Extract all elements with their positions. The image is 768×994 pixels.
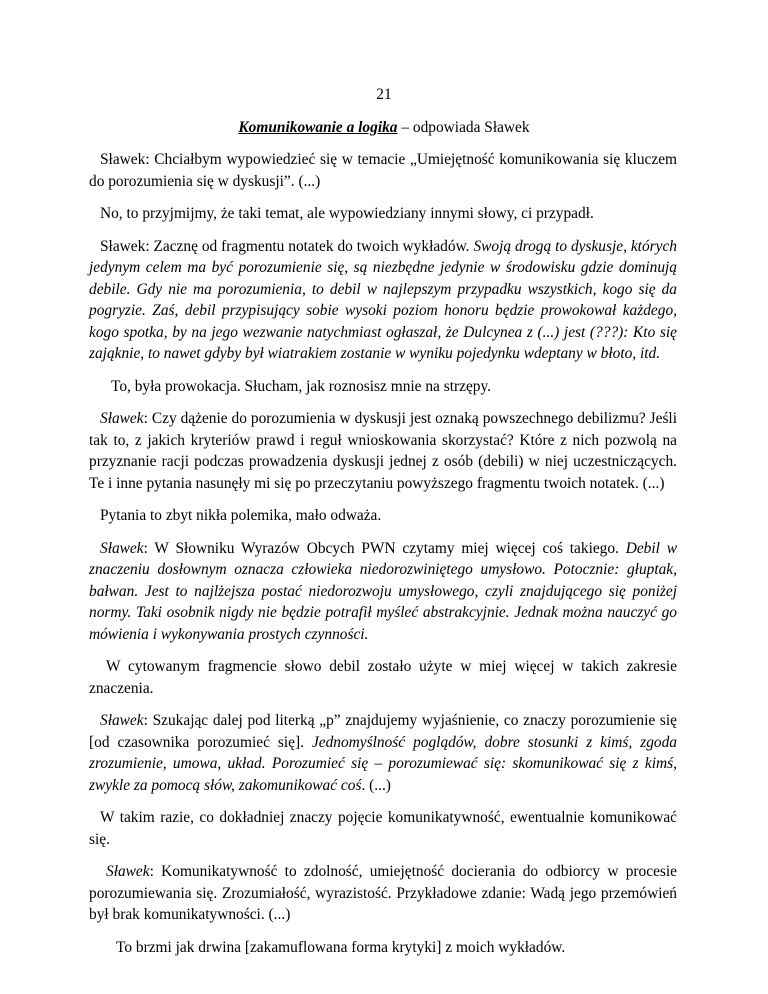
paragraph-text: : W Słowniku Wyrazów Obcych PWN czytamy miej więcej coś takiego. [143,539,626,557]
paragraph-tail: . (...) [361,776,391,794]
paragraph-text: : Szukając dalej pod literką „p” znajdujemy wyjaśnienie, co znaczy porozumienie się [od czasownika porozumieć się]. [89,712,677,751]
paragraph-4 [89,376,677,398]
paragraph-5 [89,408,677,494]
paragraph-text: : Komunikatywność to zdolność, umiejętność docierania do odbiorcy w procesie porozumiewania się. Zrozumiałość, wyrazistość. Przykładowe zdanie: Wadą jego przemówień był brak komunikatywności. (...) [89,863,677,923]
speaker-name: Sławek [100,712,144,729]
title-rest: – odpowiada Sławek [397,119,530,136]
paragraph-6 [89,505,677,527]
speaker-name: Sławek [106,863,150,880]
paragraph-9 [89,710,677,796]
paragraph-text: W cytowanym fragmencie słowo debil zostało użyte w miej więcej w takich zakresie znaczenia. [89,658,677,697]
paragraph-text: : Czy dążenie do porozumienia w dyskusji jest oznaką powszechnego debilizmu? Jeśli tak to, z jakich kryteriów prawd i reguł wnioskowania skorzystać? Które z nich pozwolą na przyznanie racji podczas prowadzenia dyskusji jednej z osób (debili) w niej uczestniczących. Te i inne pytania nasunęły mi się po przeczytaniu powyższego fragmentu twoich notatek. (...) [89,410,677,492]
paragraph-text: To brzmi jak drwina [zakamuflowana forma krytyki] z moich wykładów. [116,938,566,956]
paragraph-text: To, była prowokacja. Słucham, jak roznosisz mnie na strzępy. [111,377,492,395]
quoted-text: Swoją drogą to dyskusje, których jedynym celem ma być porozumienie się, są niezbędne jedynie w środowisku gdzie dominują debile. Gdy nie ma porozumienia, to debil w najlepszym przypadku wszystkich, kogo się da pogryzie. Zaś, debil przypisujący sobie wysoki poziom honoru będzie prowokował każdego, kogo spotka, by na jego wezwanie natychmiast ogłaszał, że Dulcynea z (...) jest (???): Kto się zająknie, to nawet gdyby był wiatrakiem zostanie w wyniku pojedynku wdeptany w błoto, itd. [89,237,677,362]
speaker-name: Sławek [100,237,146,255]
paragraph-1 [89,149,677,192]
paragraph-3 [89,236,677,365]
speaker-name: Sławek [100,410,144,427]
quoted-text: Debil w znaczeniu dosłownym oznacza człowieka niedorozwiniętego umysłowo. Potocznie: głuptak, bałwan. Jest to najlżejsza postać niedorozwoju umysłowego, czyli znajdującego się poniżej normy. Taki osobnik nigdy nie będzie potrafił myśleć abstrakcyjnie. Jednak można nauczyć go mówienia i wykonywania prostych czynności. [89,539,677,643]
page-number: 21 [376,86,392,103]
speaker-name: Sławek [100,151,146,168]
paragraph-text: Pytania to zbyt nikła polemika, mało odważa. [100,507,382,524]
speaker-name: Sławek [100,539,144,557]
paragraph-10 [89,807,677,850]
paragraph-7 [89,538,677,646]
document-body [89,149,677,969]
paragraph-text: W takim razie, co dokładniej znaczy pojęcie komunikatywność, ewentualnie komunikować się. [89,809,677,848]
paragraph-text: : Chciałbym wypowiedzieć się w temacie „Umiejętność komunikowania się kluczem do porozumienia się w dyskusji”. (...) [89,151,677,190]
paragraph-12 [89,937,677,959]
page-title [0,117,768,139]
paragraph-text: No, to przyjmijmy, że taki temat, ale wypowiedziany innymi słowy, ci przypadł. [100,205,594,222]
paragraph-2 [89,203,677,225]
title-main: Komunikowanie a logika [238,119,398,136]
paragraph-11 [89,861,677,926]
quoted-text: Jednomyślność poglądów, dobre stosunki z kimś, zgoda zrozumienie, umowa, układ. Porozumieć się – porozumiewać się: skomunikować się z kimś, zwykle za pomocą słów, zakomunikować coś [89,733,677,794]
paragraph-text: : Zacznę od fragmentu notatek do twoich wykładów. [145,237,474,255]
paragraph-8 [89,656,677,699]
